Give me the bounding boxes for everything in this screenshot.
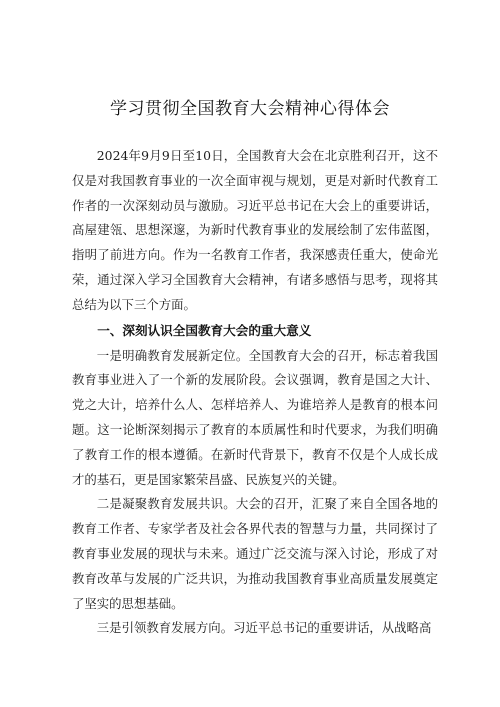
intro-paragraph: 2024年9月9日至10日，全国教育大会在北京胜利召开，这不仅是对我国教育事业的一次全面审视与规划，更是对新时代教育工作者的一次深刻动员与激励。习近平总书记在大会上的重要讲话，高屋建瓴、思想深邃，为新时代教育事业的发展绘制了宏伟蓝图，指明了前进方向。作为一名教育工作者，我深感责任重大，使命光荣，通过深入学习全国教育大会精神，有诸多感悟与思考，现将其总结为以下三个方面。 (72, 148, 438, 312)
paragraph-point-3: 三是引领教育发展方向。习近平总书记的重要讲话，从战略高 (96, 620, 432, 636)
paragraph-point-2: 二是凝聚教育发展共识。大会的召开，汇聚了来自全国各地的教育工作者、专家学者及社会各界代表的智慧与力量，共同探讨了教育事业发展的现状与未来。通过广泛交流与深入讨论，形成了对教育改革与发展的广泛共识，为推动我国教育事业高质量发展奠定了坚实的思想基础。 (72, 496, 438, 611)
document-body (72, 144, 438, 641)
paragraph-point-1: 一是明确教育发展新定位。全国教育大会的召开，标志着我国教育事业进入了一个新的发展阶段。会议强调，教育是国之大计、党之大计，培养什么人、怎样培养人、为谁培养人是教育的根本问题。这一论断深刻揭示了教育的本质属性和时代要求，为我们明确了教育工作的根本遵循。在新时代背景下，教育不仅是个人成长成才的基石，更是国家繁荣昌盛、民族复兴的关键。 (72, 347, 438, 487)
section-heading: 一、深刻认识全国教育大会的重大意义 (97, 322, 312, 338)
document-title: 学习贯彻全国教育大会精神心得体会 (110, 99, 390, 119)
